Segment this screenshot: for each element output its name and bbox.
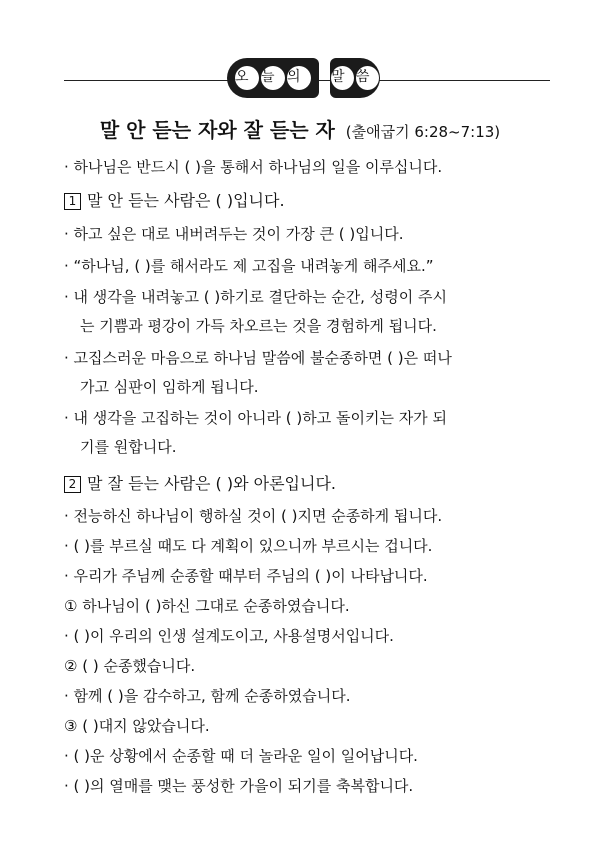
badge-char: 늘 — [261, 66, 285, 90]
header-badge-left — [227, 58, 319, 98]
page-title — [0, 114, 600, 143]
numbered-item: ① 하나님이 ( )하신 그대로 순종하였습니다. — [64, 597, 350, 615]
numbered-item: ② ( ) 순종했습니다. — [64, 657, 196, 675]
badge-char: 의 — [287, 66, 311, 90]
list-item-continuation: 는 기쁨과 평강이 가득 차오르는 것을 경험하게 됩니다. — [80, 317, 437, 335]
list-item: · 하고 싶은 대로 내버려두는 것이 가장 큰 ( )입니다. — [64, 225, 404, 243]
list-item: · 내 생각을 내려놓고 ( )하기로 결단하는 순간, 성령이 주시 — [64, 288, 447, 306]
title-main: 말 안 듣는 자와 잘 듣는 자 — [99, 118, 335, 142]
list-item: · ( )의 열매를 맺는 풍성한 가을이 되기를 축복합니다. — [64, 777, 414, 795]
badge-char: 씀 — [356, 66, 379, 90]
list-item: · ( )이 우리의 인생 설계도이고, 사용설명서입니다. — [64, 627, 394, 645]
list-item: · 전능하신 하나님이 행하실 것이 ( )지면 순종하게 됩니다. — [64, 507, 443, 525]
badge-char: 말 — [331, 66, 354, 90]
section-number-box: 2 — [64, 476, 81, 493]
list-item: · ( )를 부르실 때도 다 계획이 있으니까 부르시는 겁니다. — [64, 537, 433, 555]
section-heading-text: 말 안 듣는 사람은 ( )입니다. — [87, 191, 285, 210]
list-item: · 내 생각을 고집하는 것이 아니라 ( )하고 돌이키는 자가 되 — [64, 409, 447, 427]
numbered-item: ③ ( )대지 않았습니다. — [64, 717, 210, 735]
list-item: · ( )운 상황에서 순종할 때 더 놀라운 일이 일어납니다. — [64, 747, 418, 765]
list-item: · 우리가 주님께 순종할 때부터 주님의 ( )이 나타납니다. — [64, 567, 428, 585]
list-item: · 고집스러운 마음으로 하나님 말씀에 불순종하면 ( )은 떠나 — [64, 349, 452, 367]
section-2-heading — [64, 476, 336, 493]
list-item-continuation: 가고 심판이 임하게 됩니다. — [80, 378, 259, 396]
intro-line: · 하나님은 반드시 ( )을 통해서 하나님의 일을 이루십니다. — [64, 158, 443, 176]
list-item: · 함께 ( )을 감수하고, 함께 순종하였습니다. — [64, 687, 351, 705]
scripture-reference: (출애굽기 6:28~7:13) — [345, 123, 501, 141]
section-heading-text: 말 잘 듣는 사람은 ( )와 아론입니다. — [87, 474, 337, 493]
section-number-box: 1 — [64, 193, 81, 210]
list-item-continuation: 기를 원합니다. — [80, 438, 177, 456]
badge-char: 오 — [235, 66, 259, 90]
list-item: · “하나님, ( )를 해서라도 제 고집을 내려놓게 해주세요.” — [64, 257, 434, 275]
header-badge-right — [330, 58, 380, 98]
section-1-heading — [64, 193, 285, 210]
